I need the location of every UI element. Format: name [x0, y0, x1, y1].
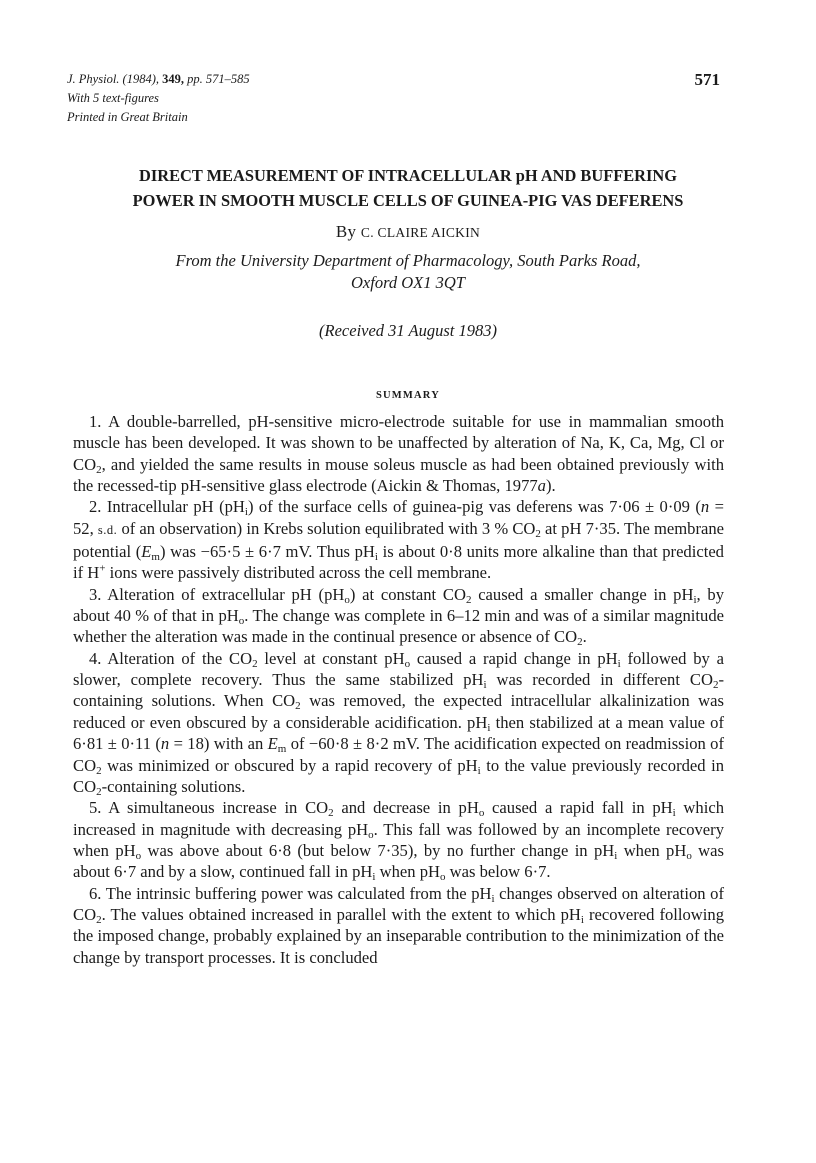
- text-run: caused a rapid change in pH: [410, 648, 618, 668]
- text-run: 2: [535, 527, 541, 540]
- text-run: i: [693, 593, 697, 606]
- text-run: i: [491, 892, 495, 905]
- text-run: . The change was complete in 6–12 min and was of a similar magnitude whether the alteration was made in the continual presence or absence of CO: [73, 606, 724, 647]
- text-run: = 52,: [73, 497, 724, 538]
- text-run: n: [160, 734, 170, 754]
- text-run: level at constant pH: [257, 648, 405, 668]
- text-run: followed by a slower, complete recovery. Thus the same stabilized pH: [73, 648, 725, 690]
- citation-line: [67, 70, 250, 89]
- summary-paragraph: [73, 797, 724, 882]
- text-run: . The values obtained increased in parallel with the extent to which pH: [101, 904, 581, 924]
- text-run: . This fall was followed by an incomplete recovery when pH: [73, 819, 724, 860]
- affiliation: [0, 250, 816, 294]
- text-run: 2: [465, 593, 472, 606]
- text-run: was recorded in different CO: [486, 670, 713, 690]
- title-line: POWER IN SMOOTH MUSCLE CELLS OF GUINEA-PIG VAS DEFERENS: [132, 191, 684, 210]
- journal-volume: 349,: [162, 72, 184, 86]
- text-run: and decrease in pH: [333, 798, 479, 818]
- journal-name: J. Physiol.: [67, 72, 120, 86]
- text-run: i: [374, 551, 378, 564]
- text-run: was removed, the expected intracellular alkalinization was reduced or even obscured by a considerable acidification. pH: [73, 691, 724, 732]
- text-run: o: [686, 849, 692, 862]
- text-run: which increased in magnitude with decreasing pH: [73, 798, 724, 839]
- text-run: 2: [96, 913, 102, 926]
- summary-paragraph: [73, 648, 724, 797]
- text-run: 2: [295, 700, 301, 713]
- text-run: .: [582, 627, 587, 647]
- text-run: ) at constant CO: [349, 584, 466, 604]
- affiliation-line: From the University Department of Pharmacology, South Parks Road,: [175, 251, 641, 270]
- text-run: caused a rapid fall in pH: [484, 798, 673, 818]
- text-run: 3. Alteration of extracellular pH (pH: [89, 584, 345, 604]
- text-run: s.d.: [97, 522, 118, 537]
- text-run: o: [238, 615, 245, 628]
- text-run: ) was −65·5 ± 6·7 mV. Thus pH: [159, 542, 375, 562]
- text-run: o: [344, 593, 350, 606]
- text-run: , and yielded the same results in mouse soleus muscle as had been obtained previously with the recessed-tip pH-sensitive glass electrode (Aickin & Thomas, 1977: [73, 454, 724, 496]
- text-run: -containing solutions.: [101, 776, 246, 796]
- by-label: By: [335, 222, 357, 241]
- journal-year: (1984),: [122, 72, 159, 86]
- text-run: 2: [96, 764, 102, 777]
- journal-citation-block: [67, 70, 250, 127]
- text-run: ions were passively distributed across the cell membrane.: [105, 563, 492, 583]
- text-run: -containing solutions. When CO: [73, 670, 724, 711]
- text-run: i: [477, 764, 481, 777]
- text-run: , by about 40 % of that in pH: [73, 584, 725, 626]
- text-run: 4. Alteration of the CO: [89, 648, 253, 668]
- author-name: C. CLAIRE AICKIN: [360, 225, 481, 240]
- text-run: o: [478, 807, 485, 820]
- figures-note: With 5 text-figures: [67, 91, 159, 105]
- text-run: i: [614, 849, 618, 862]
- text-run: to the value previously recorded in CO: [73, 755, 724, 796]
- text-run: ).: [545, 476, 556, 496]
- text-run: caused a smaller change in pH: [471, 584, 694, 604]
- text-run: n: [700, 497, 710, 517]
- text-run: 2: [712, 679, 719, 692]
- summary-paragraph: [73, 584, 724, 648]
- received-date: (Received 31 August 1983): [319, 321, 497, 340]
- text-run: +: [99, 562, 106, 575]
- text-run: when pH: [375, 862, 440, 882]
- text-run: was above about 6·8 (but below 7·35), by no further change in pH: [141, 840, 615, 860]
- text-run: i: [487, 721, 491, 734]
- text-run: was below 6·7.: [445, 862, 551, 882]
- text-run: was minimized or obscured by a rapid recovery of pH: [101, 755, 478, 775]
- summary-paragraph: [73, 411, 724, 496]
- text-run: changes observed on alteration of CO: [73, 883, 724, 924]
- text-run: 2. Intracellular pH (pH: [89, 497, 245, 517]
- text-run: o: [368, 828, 374, 841]
- text-run: o: [404, 657, 411, 670]
- summary-body: [73, 411, 724, 968]
- text-run: E: [267, 734, 278, 754]
- text-run: i: [672, 807, 676, 820]
- text-run: is about 0·8 units more alkaline than that predicted if H: [73, 542, 724, 583]
- text-run: recovered following the imposed change, probably explained by an inseparable contribution to the minimization of the change by transport processes. It is concluded: [73, 904, 724, 967]
- text-run: i: [244, 506, 248, 519]
- text-run: o: [135, 849, 142, 862]
- text-run: i: [617, 657, 621, 670]
- text-run: of an observation) in Krebs solution equilibrated with 3 % CO: [117, 518, 536, 538]
- text-run: 2: [328, 807, 334, 820]
- text-run: 5. A simultaneous increase in CO: [89, 798, 329, 818]
- text-run: i: [483, 679, 487, 692]
- journal-pages: pp. 571–585: [187, 72, 250, 86]
- text-run: at pH 7·35. The membrane potential (: [73, 518, 725, 562]
- summary-heading: SUMMARY: [375, 390, 441, 401]
- text-run: i: [372, 871, 376, 884]
- text-run: 2: [96, 463, 102, 476]
- text-run: = 18) with an: [169, 734, 268, 754]
- title-line: DIRECT MEASUREMENT OF INTRACELLULAR pH AND BUFFERING: [139, 166, 677, 185]
- text-run: 2: [96, 785, 102, 798]
- article-title: [70, 163, 746, 213]
- byline: [0, 221, 816, 244]
- text-run: when pH: [617, 840, 687, 860]
- text-run: m: [277, 743, 287, 756]
- summary-paragraph: [73, 496, 724, 583]
- text-run: was about 6·7 and by a slow, continued fall in pH: [73, 840, 724, 882]
- page-number: 571: [694, 70, 720, 89]
- text-run: 6. The intrinsic buffering power was calculated from the pH: [89, 883, 492, 903]
- text-run: then stabilized at a mean value of 6·81 ± 0·11 (: [73, 712, 724, 754]
- text-run: E: [141, 542, 152, 562]
- text-run: o: [440, 871, 446, 884]
- text-run: i: [580, 913, 584, 926]
- text-run: a: [537, 476, 546, 496]
- affiliation-line: Oxford OX1 3QT: [351, 273, 465, 292]
- text-run: 2: [252, 657, 258, 670]
- summary-paragraph: [73, 883, 724, 968]
- text-run: ) of the surface cells of guinea-pig vas deferens was 7·06 ± 0·09 (: [247, 497, 701, 517]
- printed-note: Printed in Great Britain: [67, 110, 188, 124]
- text-run: of −60·8 ± 8·2 mV. The acidification expected on readmission of CO: [73, 734, 724, 775]
- text-run: 1. A double-barrelled, pH-sensitive micro-electrode suitable for use in mammalian smooth muscle has been developed. It was shown to be unaffected by alteration of Na, K, Ca, Mg, Cl or CO: [73, 412, 724, 474]
- text-run: 2: [577, 636, 583, 649]
- text-run: m: [151, 551, 160, 564]
